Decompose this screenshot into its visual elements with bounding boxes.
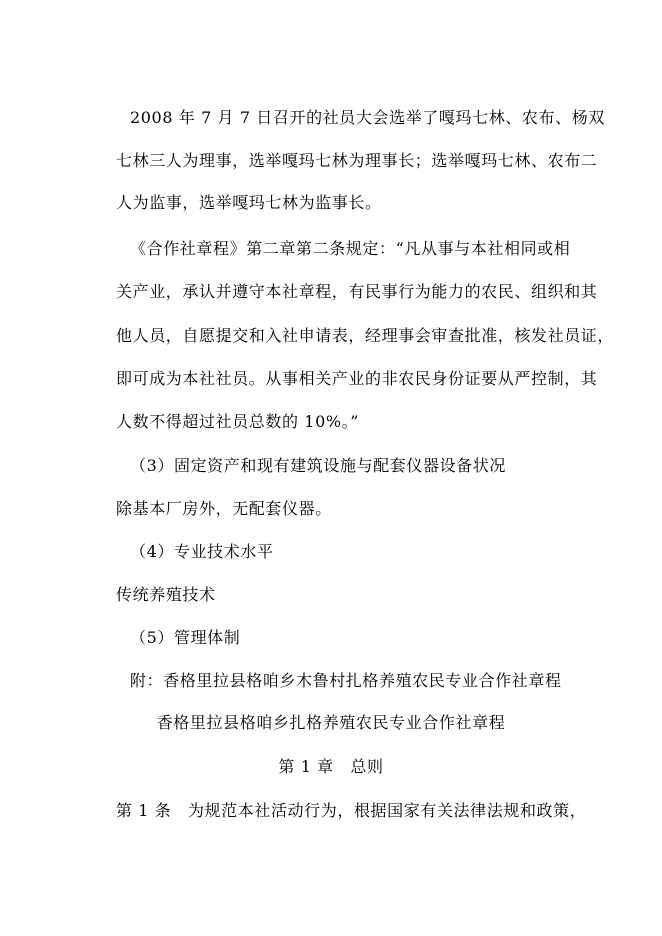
paragraph-1-line-2: 七林三人为理事，选举嘎玛七林为理事长；选举嘎玛七林、农布二: [116, 151, 598, 170]
section-4-body: 传统养殖技术: [116, 585, 216, 604]
paragraph-2-line-3: 他人员，自愿提交和入社申请表，经理事会审查批准，核发社员证，: [116, 326, 615, 345]
section-4-heading: （4）专业技术水平: [130, 542, 274, 561]
chapter-heading: 第 1 章 总则: [278, 757, 384, 776]
article-1-line: 第 1 条 为规范本社活动行为，根据国家有关法律法规和政策，: [116, 801, 587, 820]
paragraph-1-line-3: 人为监事，选举嘎玛七林为监事长。: [116, 193, 382, 212]
section-5-heading: （5）管理体制: [130, 628, 241, 647]
section-3-heading: （3）固定资产和现有建筑设施与配套仪器设备状况: [130, 456, 506, 475]
charter-title: 香格里拉县格咱乡扎格养殖农民专业合作社章程: [156, 713, 506, 732]
paragraph-2-line-4: 即可成为本社社员。从事相关产业的非农民身份证要从严控制，其: [116, 369, 598, 388]
paragraph-2-line-1: 《合作社章程》第二章第二条规定：“凡从事与本社相同或相: [130, 239, 571, 258]
section-3-body: 除基本厂房外，无配套仪器。: [116, 499, 332, 518]
paragraph-2-line-2: 关产业，承认并遵守本社章程，有民事行为能力的农民、组织和其: [116, 282, 598, 301]
paragraph-1-line-1: 2008 年 7 月 7 日召开的社员大会选举了嘎玛七林、农布、杨双: [130, 108, 605, 127]
attachment-line: 附：香格里拉县格咱乡木鲁村扎格养殖农民专业合作社章程: [130, 671, 562, 690]
paragraph-2-line-5: 人数不得超过社员总数的 10%。”: [116, 412, 360, 431]
